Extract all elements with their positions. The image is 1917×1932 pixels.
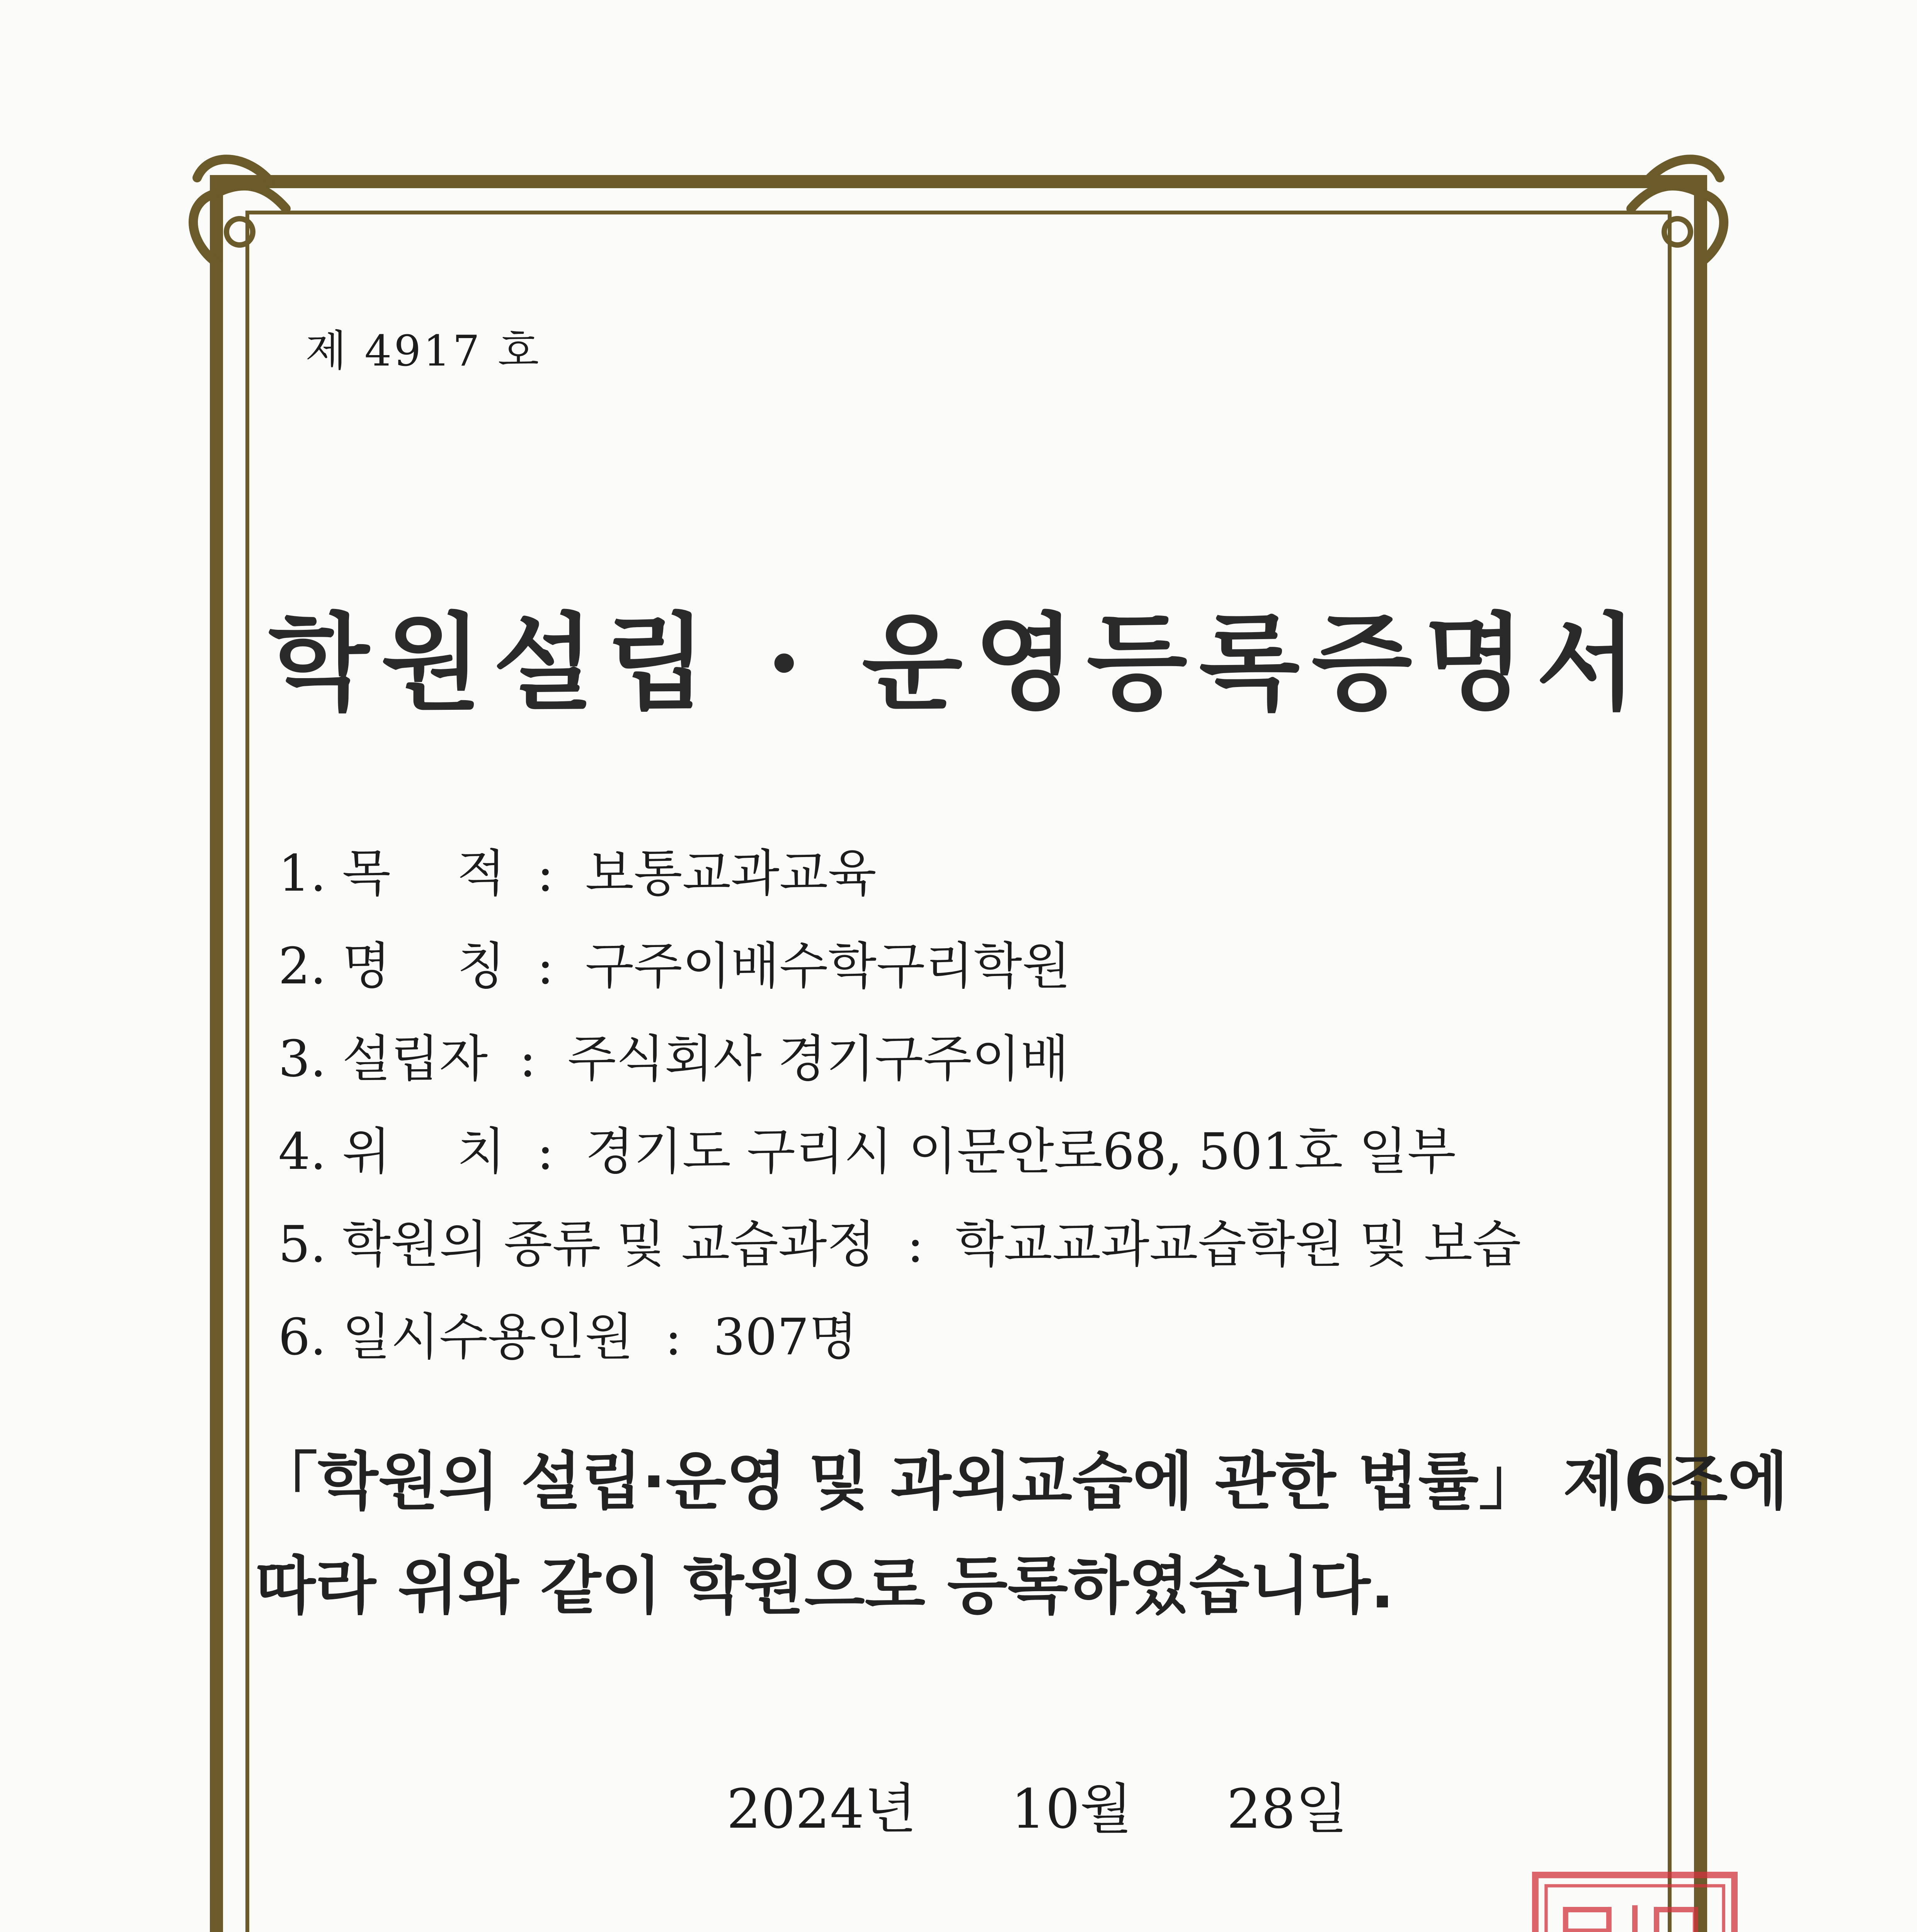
item-value: 307명 xyxy=(713,1308,858,1366)
item-number: 1. xyxy=(278,844,327,903)
item-name xyxy=(278,920,1521,1012)
item-label: 설립자 xyxy=(342,1029,488,1088)
item-capacity xyxy=(278,1291,1521,1383)
document-number: 제 4917 호 xyxy=(305,326,541,376)
item-value: 주식회사 경기구주이배 xyxy=(567,1029,1069,1088)
item-number: 6. xyxy=(278,1308,327,1366)
certificate-title: 학원설립 · 운영등록증명서 xyxy=(268,601,1649,724)
item-label: 위 치 xyxy=(342,1122,506,1181)
item-label: 목 적 xyxy=(342,844,506,903)
item-number: 2. xyxy=(278,937,327,995)
item-purpose xyxy=(278,827,1521,920)
item-founder xyxy=(278,1012,1521,1105)
item-separator: : xyxy=(537,1122,554,1181)
date-month: 10월 xyxy=(1011,1778,1132,1841)
item-value: 학교교과교습학원 및 보습 xyxy=(955,1215,1521,1274)
date-year: 2024년 xyxy=(727,1778,917,1841)
item-value: 구주이배수학구리학원 xyxy=(585,937,1071,995)
item-separator: : xyxy=(519,1029,536,1088)
item-type xyxy=(278,1198,1521,1291)
item-list xyxy=(278,827,1521,1383)
item-label: 학원의 종류 및 교습과정 xyxy=(342,1215,876,1274)
statement-line-1: 「학원의 설립·운영 및 과외교습에 관한 법률」 제6조에 xyxy=(255,1446,1788,1518)
item-separator: : xyxy=(537,937,554,995)
item-number: 4. xyxy=(278,1122,327,1181)
certification-statement xyxy=(255,1430,1788,1638)
item-value: 보통교과교육 xyxy=(585,844,877,903)
item-separator: : xyxy=(907,1215,924,1274)
item-location xyxy=(278,1105,1521,1198)
issue-date xyxy=(727,1766,1425,1844)
item-separator: : xyxy=(537,844,554,903)
item-value: 경기도 구리시 이문안로68, 501호 일부 xyxy=(585,1122,1456,1181)
official-seal-icon xyxy=(1527,1866,1743,1932)
item-separator: : xyxy=(665,1308,682,1366)
item-number: 5. xyxy=(278,1215,327,1274)
item-label: 명 칭 xyxy=(342,937,506,995)
statement-line-2: 따라 위와 같이 학원으로 등록하였습니다. xyxy=(255,1550,1394,1622)
item-label: 일시수용인원 xyxy=(342,1308,633,1366)
date-day: 28일 xyxy=(1226,1778,1348,1841)
item-number: 3. xyxy=(278,1029,327,1088)
